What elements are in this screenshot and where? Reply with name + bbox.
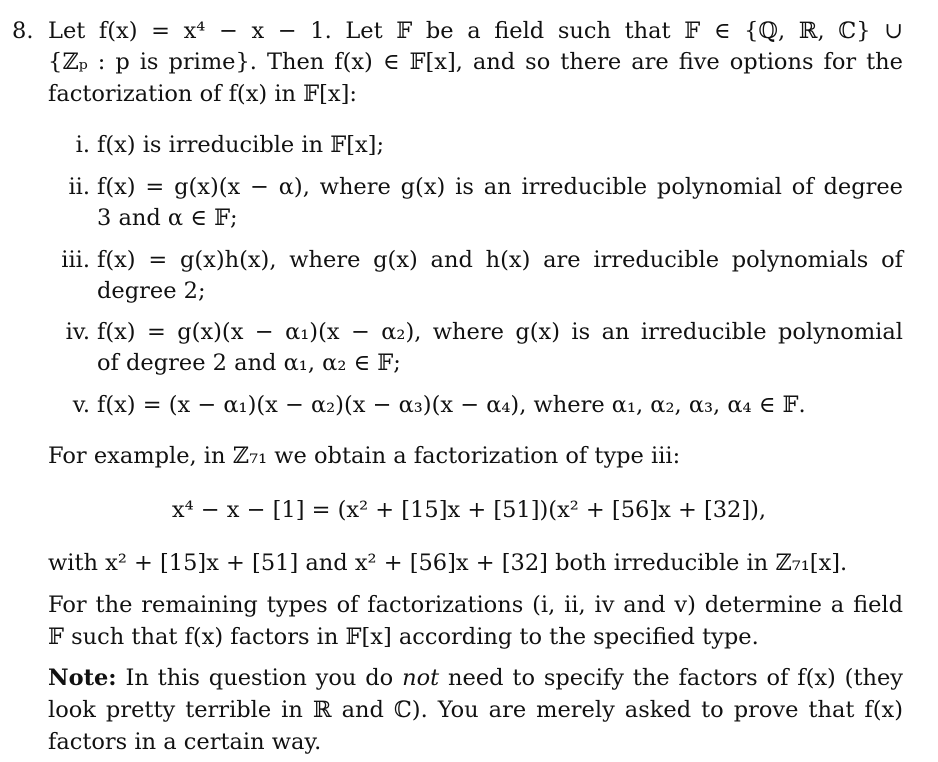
note-line-1 xyxy=(48,663,903,693)
option-label-v: v. xyxy=(72,392,90,418)
example-intro: For example, in ℤ₇₁ we obtain a factorization of type iii: xyxy=(48,443,681,469)
note-line-3: factors in a certain way. xyxy=(48,729,322,755)
option-label-iii: iii. xyxy=(61,247,90,273)
option-label-i: i. xyxy=(75,132,90,158)
option-v-text: f(x) = (x − α₁)(x − α₂)(x − α₃)(x − α₄), where α₁, α₂, α₃, α₄ ∈ 𝔽. xyxy=(97,392,806,418)
example-conclusion: with x² + [15]x + [51] and x² + [56]x + [32] both irreducible in ℤ₇₁[x]. xyxy=(48,550,848,576)
task-line-2: 𝔽 such that f(x) factors in 𝔽[x] according to the specified type. xyxy=(48,624,759,650)
problem-number: 8. xyxy=(12,18,34,44)
note-label: Note: xyxy=(48,665,117,691)
option-label-iv: iv. xyxy=(65,319,90,345)
option-iv-line-1: f(x) = g(x)(x − α₁)(x − α₂), where g(x) is an irreducible polynomial xyxy=(97,319,903,345)
option-label-ii: ii. xyxy=(68,174,90,200)
option-iv-line-2: of degree 2 and α₁, α₂ ∈ 𝔽; xyxy=(97,350,401,376)
option-iii-line-1: f(x) = g(x)h(x), where g(x) and h(x) are irreducible polynomials of xyxy=(97,247,903,273)
option-i-text: f(x) is irreducible in 𝔽[x]; xyxy=(97,132,385,158)
note-emphasis: not xyxy=(402,665,440,691)
note-text-b: need to specify the factors of f(x) (they xyxy=(448,665,904,691)
intro-line-2: {ℤₚ : p is prime}. Then f(x) ∈ 𝔽[x], and so there are five options for the xyxy=(48,49,903,75)
option-ii-line-2: 3 and α ∈ 𝔽; xyxy=(97,205,238,231)
option-iii-line-2: degree 2; xyxy=(97,278,206,304)
option-ii-line-1: f(x) = g(x)(x − α), where g(x) is an irreducible polynomial of degree xyxy=(97,174,903,200)
intro-line-1: Let f(x) = x⁴ − x − 1. Let 𝔽 be a field such that 𝔽 ∈ {ℚ, ℝ, ℂ} ∪ xyxy=(48,18,903,44)
note-text-a: In this question you do xyxy=(125,665,394,691)
example-equation: x⁴ − x − [1] = (x² + [15]x + [51])(x² + [56]x + [32]), xyxy=(171,497,767,523)
task-line-1: For the remaining types of factorizations (i, ii, iv and v) determine a field xyxy=(48,592,903,618)
note-line-2: look pretty terrible in ℝ and ℂ). You are merely asked to prove that f(x) xyxy=(48,697,903,723)
intro-line-3: factorization of f(x) in 𝔽[x]: xyxy=(48,81,357,107)
